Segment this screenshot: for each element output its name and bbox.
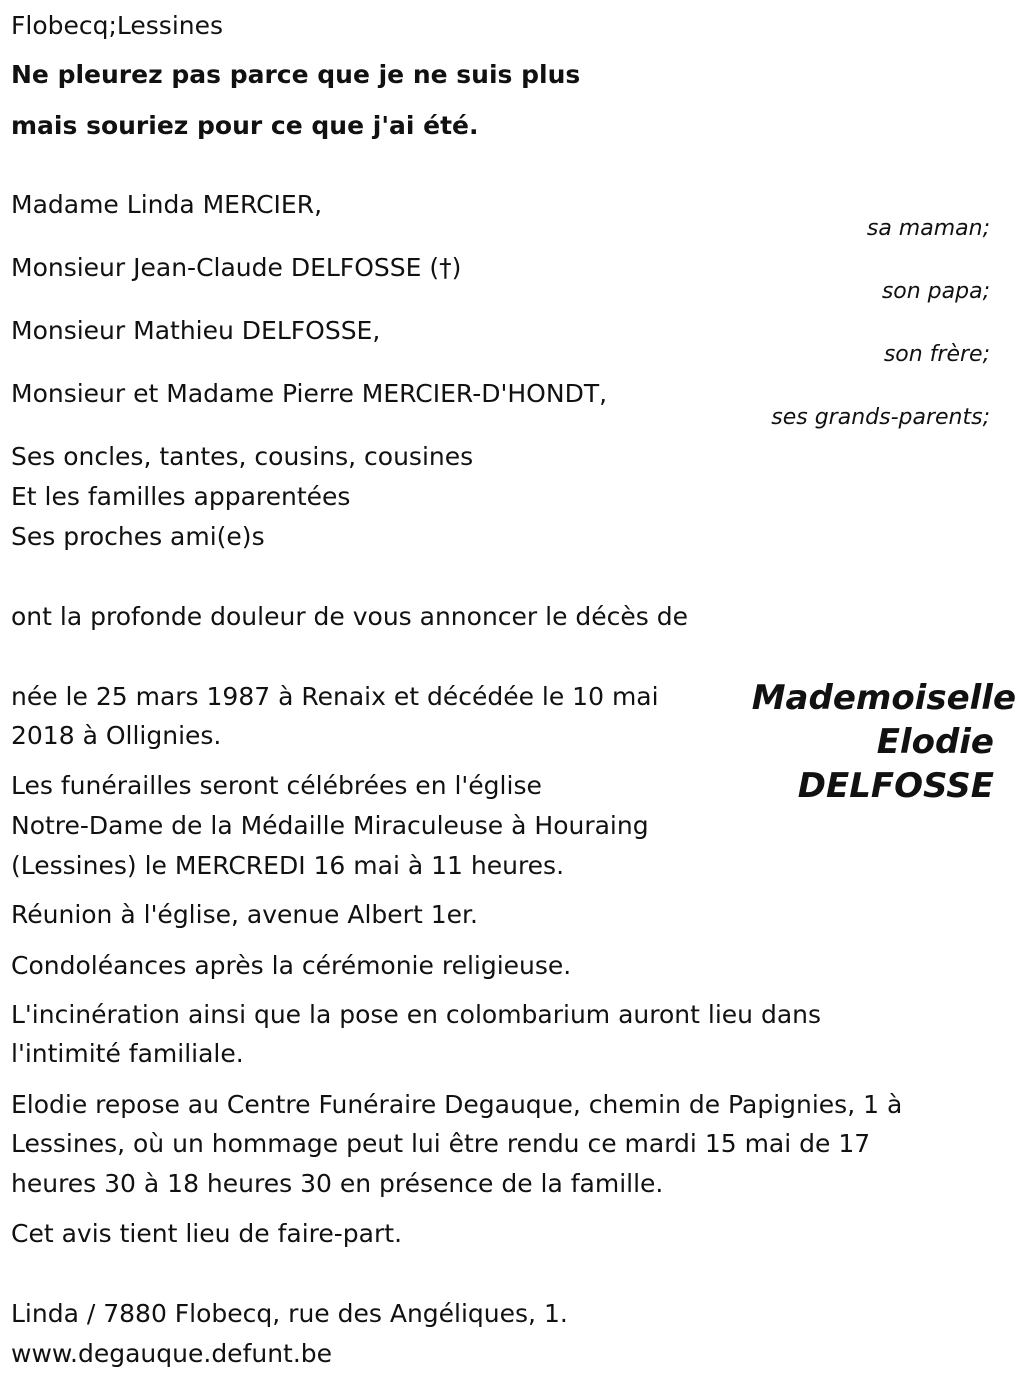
birth-line-2: 2018 à Ollignies.: [11, 721, 222, 750]
family-relation-brother: son frère;: [883, 342, 990, 367]
family-relation-grandparents: ses grands-parents;: [771, 405, 990, 430]
rest-line-2: Lessines, où un hommage peut lui être rendu ce mardi 15 mai de 17: [11, 1129, 871, 1158]
family-name-father: Monsieur Jean-Claude DELFOSSE (†): [11, 253, 462, 282]
cremation-line-1: L'incinération ainsi que la pose en colombarium auront lieu dans: [11, 1000, 822, 1029]
notice: Cet avis tient lieu de faire-part.: [11, 1219, 403, 1248]
funeral-line-1: Les funérailles seront célébrées en l'église: [11, 771, 542, 800]
quote-line-1: Ne pleurez pas parce que je ne suis plus: [11, 60, 581, 89]
others-line-2: Et les familles apparentées: [11, 482, 351, 511]
family-relation-mother: sa maman;: [866, 216, 990, 241]
others-line-3: Ses proches ami(e)s: [11, 522, 265, 551]
deceased-first-name: Elodie: [876, 722, 994, 762]
deceased-last-name: DELFOSSE: [797, 766, 994, 806]
funeral-line-2: Notre-Dame de la Médaille Miraculeuse à Houraing: [11, 811, 649, 840]
funeral-line-3: (Lessines) le MERCREDI 16 mai à 11 heures.: [11, 851, 565, 880]
website-link[interactable]: www.degauque.defunt.be: [11, 1339, 333, 1368]
contact-address: Linda / 7880 Flobecq, rue des Angéliques, 1.: [11, 1299, 568, 1328]
family-name-brother: Monsieur Mathieu DELFOSSE,: [11, 316, 381, 345]
location: Flobecq;Lessines: [11, 11, 224, 40]
family-name-mother: Madame Linda MERCIER,: [11, 190, 323, 219]
condolences-info: Condoléances après la cérémonie religieuse.: [11, 951, 572, 980]
quote-line-2: mais souriez pour ce que j'ai été.: [11, 111, 479, 140]
meeting-info: Réunion à l'église, avenue Albert 1er.: [11, 900, 478, 929]
family-name-grandparents: Monsieur et Madame Pierre MERCIER-D'HONDT,: [11, 379, 608, 408]
birth-line-1: née le 25 mars 1987 à Renaix et décédée le 10 mai: [11, 682, 659, 711]
deceased-name: [716, 676, 1016, 808]
family-relation-father: son papa;: [881, 279, 990, 304]
rest-line-1: Elodie repose au Centre Funéraire Degauque, chemin de Papignies, 1 à: [11, 1090, 903, 1119]
others-line-1: Ses oncles, tantes, cousins, cousines: [11, 442, 474, 471]
cremation-line-2: l'intimité familiale.: [11, 1039, 244, 1068]
rest-line-3: heures 30 à 18 heures 30 en présence de la famille.: [11, 1169, 664, 1198]
announcement: ont la profonde douleur de vous annoncer le décès de: [11, 602, 689, 631]
deceased-title: Mademoiselle: [751, 678, 1016, 718]
